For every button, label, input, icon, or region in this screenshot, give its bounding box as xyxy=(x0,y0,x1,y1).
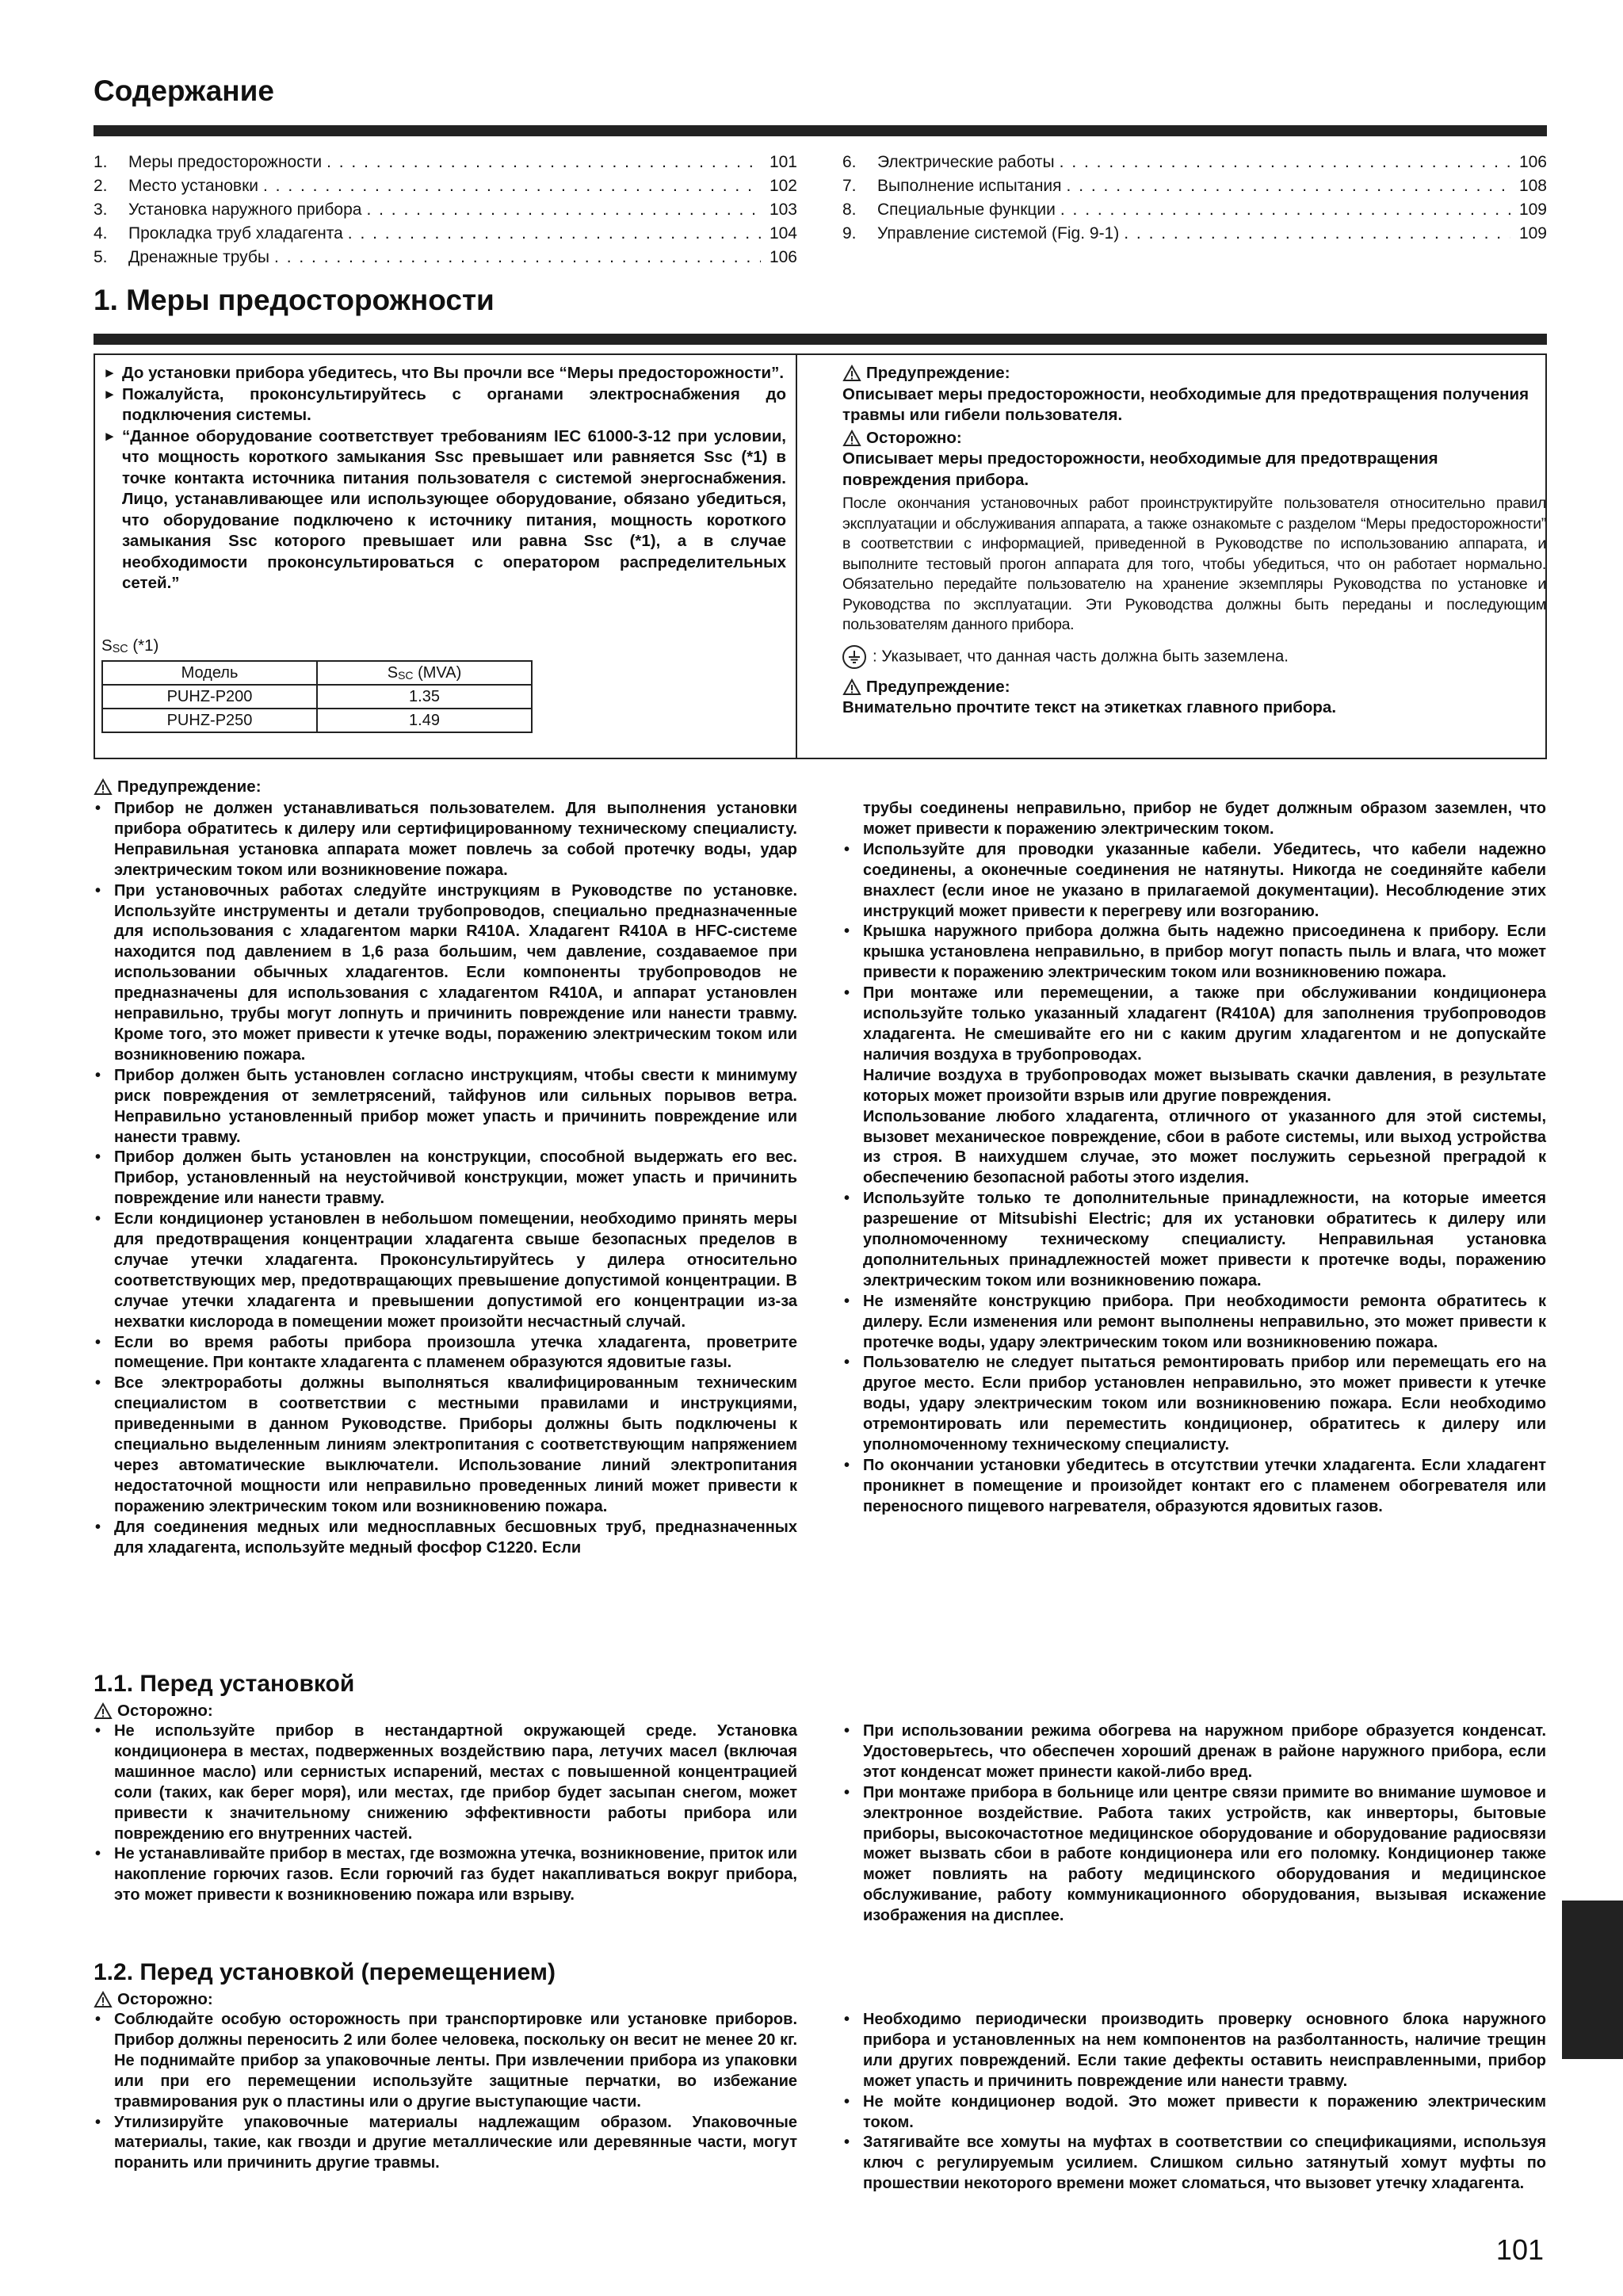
toc-entry[interactable] xyxy=(94,151,797,174)
bullet-iec-compliance: ► “Данное оборудование соответствует требованиям IEC 61000-3-12 при условии, что мощность короткого замыкания Ssc превышает или равняется Ssc (*1) в точке контакта источника питания пользователя с системой энергоснабжения. Лицо, устанавливающее или использующее оборудование, обязано убедиться, что оборудование подключено к источнику питания, мощность короткого замыкания Ssc которого превышает или равна Ssc (*1), а в случае необходимости проконсультироваться с оператором распределительных сетей.” xyxy=(103,426,786,594)
warning-triangle-icon xyxy=(94,778,113,796)
list-item: • Не устанавливайте прибор в местах, где возможна утечка, возникновение, приток или накопление горючих газов. Если горючий газ будет накапливаться вокруг прибора, это может привести к возникновению пожара или взрыву. xyxy=(94,1844,797,1906)
list-item: • Прибор должен быть установлен согласно инструкциям, чтобы свести к минимуму риск повреждения от землетрясений, тайфунов или сильных порывов ветра. Неправильно установленный прибор может упасть и причинить повреждение или нанести травму. xyxy=(94,1066,797,1148)
main-warning-title: Предупреждение: xyxy=(117,777,262,796)
toc-leader-dots xyxy=(274,246,761,269)
toc-label: Установка наружного прибора xyxy=(128,201,362,219)
caution-title: Осторожно: xyxy=(117,1990,213,2008)
page-number: 101 xyxy=(1495,2233,1544,2266)
warning-triangle-icon xyxy=(842,678,861,696)
continued-paragraph: трубы соединены неправильно, прибор не будет должным образом заземлен, что может привести к поражению электрическим током. xyxy=(863,800,1546,838)
toc-page: 101 xyxy=(769,153,797,171)
ground-text: : Указывает, что данная часть должна быть заземлена. xyxy=(873,646,1289,665)
toc-label: Электрические работы xyxy=(877,153,1055,171)
bullet-read-precautions: ► До установки прибора убедитесь, что Вы прочли все “Меры предосторожности”. xyxy=(103,363,786,384)
toc-page: 109 xyxy=(1518,224,1547,243)
caution-heading-1-1 xyxy=(94,1701,213,1722)
list-item: • Утилизируйте упаковочные материалы надлежащим образом. Упаковочные материалы, такие, как гвозди и другие металлические или деревянные части, могут поранить или причинить другие травмы. xyxy=(94,2113,797,2175)
toc-entry[interactable] xyxy=(842,174,1547,198)
list-item: • Используйте для проводки указанные кабели. Убедитесь, что кабели надежно соединены, а оконечные соединения не натянуты. Никогда не соединяйте кабели внахлест (если иное не указано в прилагаемой документации). Несоблюдение этих инструкций может привести к перегреву или возгоранию. xyxy=(842,840,1546,923)
toc-entry[interactable] xyxy=(94,222,797,246)
warning2-heading xyxy=(842,677,1546,698)
list-item: • Прибор не должен устанавливаться пользователем. Для выполнения установки прибора обратитесь к дилеру или сертифицированному техническому специалисту. Неправильная установка аппарата может повлечь за собой протечку воды, удар электрическим током или возникновение пожара. xyxy=(94,799,797,881)
toc-entry[interactable] xyxy=(842,222,1547,246)
subsection-heading-1-2: 1.2. Перед установкой (перемещением) xyxy=(94,1959,556,1985)
toc-label: Управление системой (Fig. 9-1) xyxy=(877,224,1120,243)
table-cell: PUHZ-P250 xyxy=(102,709,317,732)
toc-label: Выполнение испытания xyxy=(877,177,1062,195)
toc-page: 106 xyxy=(1518,153,1547,171)
warning-bullets-right xyxy=(842,840,1546,1518)
toc-number: 6. xyxy=(842,153,857,171)
title-rule xyxy=(94,125,1547,136)
warning-heading xyxy=(842,363,1546,384)
list-item: • Необходимо периодически производить проверку основного блока наружного прибора и установленных на нем компонентов на разболтанность, наличие трещин или других повреждений. Если такие дефекты оставить неисправленными, прибор может упасть и причинить повреждение или нанести травму. xyxy=(842,2010,1546,2092)
toc-number: 9. xyxy=(842,224,857,243)
toc-label: Место установки xyxy=(128,177,258,195)
ssc-table xyxy=(101,660,533,733)
table-row xyxy=(102,685,532,709)
ssc-label: $S_{SC}$ (*1) xyxy=(101,636,159,655)
warning-list-right xyxy=(842,799,1546,1518)
toc-leader-dots xyxy=(1060,151,1510,174)
ground-note xyxy=(842,645,1546,669)
caution-title: Осторожно: xyxy=(866,428,962,447)
caution-description: Описывает меры предосторожности, необходимые для предотвращения повреждения прибора. xyxy=(842,449,1438,489)
toc-number: 4. xyxy=(94,224,108,243)
list-item: • Если во время работы прибора произошла утечка хладагента, проветрите помещение. При контакте хладагента с пламенем образуются ядовитые газы. xyxy=(94,1333,797,1374)
page-title: Содержание xyxy=(94,74,274,107)
section-tab xyxy=(1562,1901,1623,2059)
toc-entry[interactable] xyxy=(842,151,1547,174)
main-warning-heading xyxy=(94,777,262,798)
toc-page: 104 xyxy=(769,224,797,243)
list-1-2-left xyxy=(94,2010,797,2174)
toc-number: 5. xyxy=(94,248,108,266)
toc-page: 108 xyxy=(1518,177,1547,195)
toc-page: 102 xyxy=(769,177,797,195)
toc-number: 8. xyxy=(842,201,857,219)
toc-left xyxy=(94,151,797,269)
toc-entry[interactable] xyxy=(842,198,1547,222)
info-box-right-text xyxy=(842,363,1546,719)
list-item: • Пользователю не следует пытаться ремонтировать прибор или перемещать его на другое место. Если прибор установлен неправильно, это может привести к утечке воды, удару электрическим током или возникновению пожара. Если необходимо отремонтировать или переместить кондиционер, обратитесь к дилеру или уполномоченному техническому специалисту. xyxy=(842,1353,1546,1456)
toc-label: Прокладка труб хладагента xyxy=(128,224,343,243)
list-item: • Не используйте прибор в нестандартной окружающей среде. Установка кондиционера в местах, подверженных воздействию пара, летучих масел (включая машинное масло) или сернистых испарений, местах с повышенной концентрацией соли (таких, как берег моря), или местах, где прибор будет засыпан снегом, может привести к значительному снижению эффективности работы прибора или повреждению его внутренних частей. xyxy=(94,1721,797,1844)
toc-label: Меры предосторожности xyxy=(128,153,323,171)
toc-number: 7. xyxy=(842,177,857,195)
warning-triangle-icon xyxy=(842,430,861,447)
toc-entry[interactable] xyxy=(94,198,797,222)
subsection-heading-1-1: 1.1. Перед установкой xyxy=(94,1671,355,1697)
list-item: • Не изменяйте конструкцию прибора. При необходимости ремонта обратитесь к дилеру. Если изменения или ремонт выполнены неправильно, это может привести к протечке воды, удару электрическим током или возникновению пожара. xyxy=(842,1292,1546,1354)
list-item: • Прибор должен быть установлен на конструкции, способной выдержать его вес. Прибор, установленный на неустойчивой конструкции, может упасть и причинить повреждение или нанести травму. xyxy=(94,1148,797,1209)
toc-number: 2. xyxy=(94,177,108,195)
caution-title: Осторожно: xyxy=(117,1702,213,1720)
list-item: • Затягивайте все хомуты на муфтах в соответствии со спецификациями, используя ключ с регулируемым усилием. Слишком сильно затянутый хомут муфты по прошествии некоторого времени может сломаться, что вызовет утечку хладагента. xyxy=(842,2133,1546,2195)
list-item: • При использовании режима обогрева на наружном приборе образуется конденсат. Удостоверьтесь, что обеспечен хороший дренаж в районе наружного прибора, если этот конденсат может принести какой-либо вред. xyxy=(842,1721,1546,1783)
warning-triangle-icon xyxy=(94,1991,113,2008)
list-item: • Используйте только те дополнительные принадлежности, на которые имеется разрешение от Mitsubishi Electric; для их установки обратитесь к дилеру или уполномоченному техническому специалисту. Неправильная установка дополнительных принадлежностей может привести к протечке воды, поражению электрическим током или возникновению пожара. xyxy=(842,1189,1546,1292)
section-heading: 1. Меры предосторожности xyxy=(94,284,495,316)
warning-triangle-icon xyxy=(842,365,861,382)
toc-page: 106 xyxy=(769,248,797,266)
table-header-ssc: $S_{SC}$ (MVA) xyxy=(317,661,532,685)
warning-list-left xyxy=(94,799,797,1559)
list-item: • Если кондиционер установлен в небольшом помещении, необходимо принять меры для предотвращения концентрации хладагента свыше безопасных пределов в случае утечки хладагента. Проконсультируйтесь у дилера относительно соответствующих мер, предотвращающих превышение допустимой концентрации. В случае утечки хладагента и превышении допустимой его концентрации из-за нехватки кислорода в помещении может произойти несчастный случай. xyxy=(94,1209,797,1332)
toc-number: 1. xyxy=(94,153,108,171)
info-box-left-text xyxy=(103,363,786,594)
caution-heading xyxy=(842,428,1546,449)
toc-page: 109 xyxy=(1518,201,1547,219)
warning2-title: Предупреждение: xyxy=(866,677,1010,696)
table-header-model: Модель xyxy=(102,661,317,685)
bullet-consult-utility: ► Пожалуйста, проконсультируйтесь с органами электроснабжения до подключения системы. xyxy=(103,384,786,426)
ground-icon xyxy=(842,645,866,669)
table-cell: PUHZ-P200 xyxy=(102,685,317,709)
toc-leader-dots xyxy=(348,222,761,246)
toc-page: 103 xyxy=(769,201,797,219)
caution-heading-1-2 xyxy=(94,1989,213,2011)
list-item: • При монтаже или перемещении, а также при обслуживании кондиционера используйте только указанный хладагент (R410A) для заполнения трубопроводов хладагента. Не смешивайте его ни с каким другим хладагентом и не допускайте наличия воздуха в трубопроводах. Наличие воздуха в трубопроводах может вызывать скачки давления, в результате которых может произойти взрыв или другие повреждения. Использование любого хладагента, отличного от указанного для этой системы, вызовет механическое повреждение, сбои в работе системы, или выход устройства из строя. В наихудшем случае, это может послужить серьезной преградой к обеспечению безопасной работы этого изделия. xyxy=(842,984,1546,1189)
toc-entry[interactable] xyxy=(94,246,797,269)
warning2-description: Внимательно прочтите текст на этикетках главного прибора. xyxy=(842,698,1337,716)
toc-leader-dots xyxy=(263,174,761,198)
toc-entry[interactable] xyxy=(94,174,797,198)
table-row xyxy=(102,709,532,732)
list-item: • Для соединения медных или медносплавных бесшовных труб, предназначенных для хладагента, используйте медный фосфор C1220. Если xyxy=(94,1518,797,1559)
list-item: • Не мойте кондиционер водой. Это может привести к поражению электрическим током. xyxy=(842,2092,1546,2134)
toc-leader-dots xyxy=(366,198,761,222)
toc-leader-dots xyxy=(327,151,761,174)
list-1-1-right xyxy=(842,1721,1546,1927)
list-item: • Крышка наружного прибора должна быть надежно присоединена к прибору. Если крышка установлена неправильно, в прибор могут попасть пыль и влага, что может привести к поражению электрическим током или возникновению пожара. xyxy=(842,922,1546,984)
list-1-1-left xyxy=(94,1721,797,1906)
toc-label: Дренажные трубы xyxy=(128,248,270,266)
toc-right xyxy=(842,151,1547,246)
warning-triangle-icon xyxy=(94,1702,113,1720)
list-item: • При установочных работах следуйте инструкциям в Руководстве по установке. Используйте инструменты и детали трубопроводов, специально предназначенные для использования с хладагентом марки R410A. Хладагент R410A в HFC-системе находится под давлением в 1,6 раза большим, чем давление, создаваемое при использовании обычных хладагентов. Если компоненты трубопроводов не предназначены для использования с хладагентом R410A, и аппарат установлен неправильно, трубы могут лопнуть и причинить повреждение или нанести травму. Кроме того, это может привести к утечке воды, поражению электрическим током или возникновению пожара. xyxy=(94,881,797,1066)
list-item: • Все электроработы должны выполняться квалифицированным техническим специалистом в соответствии с местными правилами и инструкциями, приведенными в данном Руководстве. Приборы должны быть подключены к специально выделенным линиям электропитания с соответствующим напряжением через автоматические выключатели. Использование линий электропитания недостаточной мощности или неправильно проведенных линий может привести к поражению электрическим током или возникновению пожара. xyxy=(94,1373,797,1517)
list-item: • При монтаже прибора в больнице или центре связи примите во внимание шумовое и электронное воздействие. Работа таких устройств, как инверторы, бытовые приборы, высокочастотное медицинское оборудование и оборудование радиосвязи может вызвать сбои в работе кондиционера или его поломку. Кондиционер также может повлиять на работу медицинского оборудования и медицинское обслуживание, работу коммуникационного оборудования, вызывая искажение изображения на дисплее. xyxy=(842,1783,1546,1927)
warning-description: Описывает меры предосторожности, необходимые для предотвращения получения травмы или гибели пользователя. xyxy=(842,384,1529,424)
list-1-2-right xyxy=(842,2010,1546,2195)
section-rule xyxy=(94,334,1547,345)
warning-title: Предупреждение: xyxy=(866,364,1010,382)
toc-leader-dots xyxy=(1067,174,1510,198)
instruction-body: После окончания установочных работ проинструктируйте пользователя относительно правил эксплуатации и обслуживания аппарата, а также ознакомьте с разделом “Меры предосторожности” в соответствии с информацией, приведенной в Руководстве по использованию аппарата, и выполните тестовый прогон аппарата для того, чтобы убедиться, что он работает нормально. Обязательно передайте пользователю на хранение экземпляры Руководства по установке и Руководства по эксплуатации. Эти Руководства должны быть переданы и последующим пользователям данного прибора. xyxy=(842,495,1546,633)
table-cell: 1.35 xyxy=(317,685,532,709)
toc-label: Специальные функции xyxy=(877,201,1056,219)
toc-leader-dots xyxy=(1124,222,1510,246)
list-item: • По окончании установки убедитесь в отсутствии утечки хладагента. Если хладагент проникнет в помещение и произойдет контакт его с пламенем обогревателя или переносного пищевого нагревателя, образуются ядовитых газов. xyxy=(842,1456,1546,1518)
table-cell: 1.49 xyxy=(317,709,532,732)
list-item: • Соблюдайте особую осторожность при транспортировке или установке приборов. Прибор должны переносить 2 или более человека, поскольку он весит не менее 20 кг. Не поднимайте прибор за упаковочные ленты. При извлечении прибора из упаковки или при его перемещении используйте защитные перчатки, во избежание травмирования рук о пластины или о другие выступающие части. xyxy=(94,2010,797,2113)
toc-number: 3. xyxy=(94,201,108,219)
toc-leader-dots xyxy=(1060,198,1510,222)
